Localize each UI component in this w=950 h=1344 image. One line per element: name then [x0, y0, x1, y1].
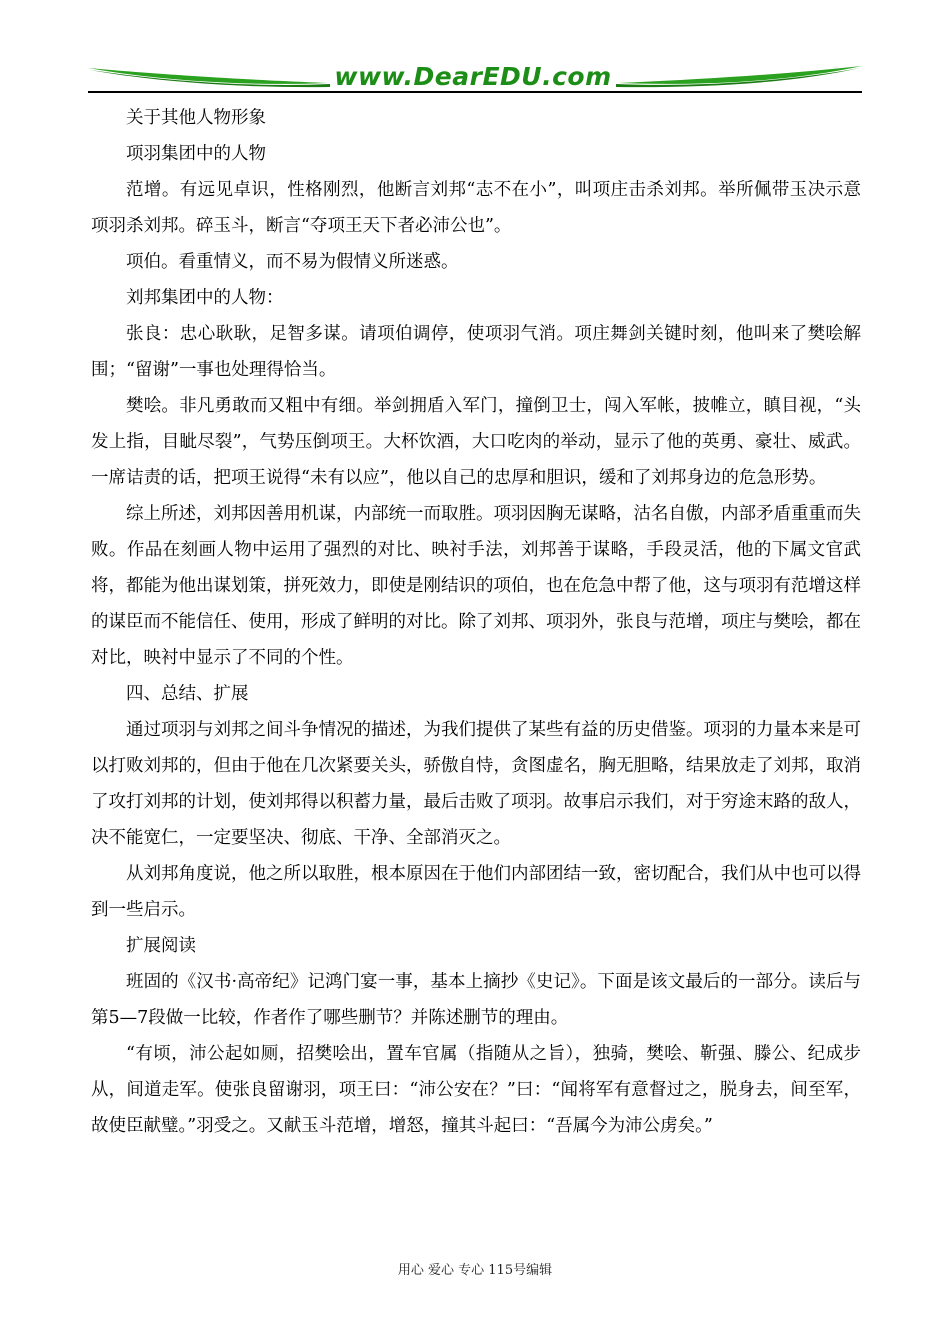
- paragraph-summary: 综上所述，刘邦因善用机谋，内部统一而取胜。项羽因胸无谋略，沽名自傲，内部矛盾重重而失败。作品在刻画人物中运用了强烈的对比、映衬手法，刘邦善于谋略，手段灵活，他的下属文官武将，都能为他出谋划策，拼死效力，即使是刚结识的项伯，也在危急中帮了他，这与项羽有范增这样的谋臣而不能信任、使用，形成了鲜明的对比。除了刘邦、项羽外，张良与范增，项庄与樊哙，都在对比，映衬中显示了不同的个性。: [91, 504, 861, 668]
- document-body: [91, 100, 861, 1144]
- site-logo-text[interactable]: www.DearEDU.com: [334, 62, 612, 91]
- paragraph-fan-kuai: 樊哙。非凡勇敢而又粗中有细。举剑拥盾入军门，撞倒卫士，闯入军帐，披帷立，瞋目视，“头发上指，目眦尽裂”，气势压倒项王。大杯饮酒，大口吃肉的举动，显示了他的英勇、豪壮、威武。一席诘责的话，把项王说得“未有以应”，他以自己的忠厚和胆识，缓和了刘邦身边的危急形势。: [91, 396, 861, 488]
- paragraph-zhang-liang: 张良：忠心耿耿，足智多谋。请项伯调停，使项羽气消。项庄舞剑关键时刻，他叫来了樊哙解围；“留谢”一事也处理得恰当。: [91, 324, 861, 380]
- heading-conclusion: 四、总结、扩展: [126, 684, 249, 704]
- subheading-xiangyu-group: 项羽集团中的人物: [126, 144, 266, 164]
- heading-other-characters: 关于其他人物形象: [126, 108, 266, 128]
- subheading-liubang-group: 刘邦集团中的人物：: [126, 288, 284, 308]
- header-rule: [88, 91, 862, 93]
- paragraph-quotation: “有顷，沛公起如厕，招樊哙出，置车官属（指随从之旨），独骑，樊哙、靳强、滕公、纪成步从，间道走军。使张良留谢羽，项王曰：“沛公安在？”曰：“闻将军有意督过之，脱身去，间至军，故使臣献璧。”羽受之。又献玉斗范增，增怒，撞其斗起曰：“吾属今为沛公虏矣。”: [91, 1044, 861, 1136]
- paragraph-fan-zeng: 范增。有远见卓识，性格刚烈，他断言刘邦“志不在小”，叫项庄击杀刘邦。举所佩带玉决示意项羽杀刘邦。碎玉斗，断言“夺项王天下者必沛公也”。: [91, 180, 861, 236]
- heading-extended-reading: 扩展阅读: [126, 936, 196, 956]
- paragraph-ban-gu: 班固的《汉书·高帝纪》记鸿门宴一事，基本上摘抄《史记》。下面是该文最后的一部分。读后与第5—7段做一比较，作者作了哪些删节？并陈述删节的理由。: [91, 972, 861, 1028]
- page-footer: 用心 爱心 专心 115号编辑: [397, 1263, 553, 1278]
- paragraph-xiang-bo: 项伯。看重情义，而不易为假情义所迷惑。: [126, 252, 459, 272]
- page-header: [88, 60, 862, 96]
- paragraph-lesson: 通过项羽与刘邦之间斗争情况的描述，为我们提供了某些有益的历史借鉴。项羽的力量本来是可以打败刘邦的，但由于他在几次紧要关头，骄傲自恃，贪图虚名，胸无胆略，结果放走了刘邦，取消了攻打刘邦的计划，使刘邦得以积蓄力量，最后击败了项羽。故事启示我们，对于穷途末路的敌人，决不能宽仁，一定要坚决、彻底、干净、全部消灭之。: [91, 720, 861, 848]
- paragraph-liubang-view: 从刘邦角度说，他之所以取胜，根本原因在于他们内部团结一致，密切配合，我们从中也可以得到一些启示。: [91, 864, 861, 920]
